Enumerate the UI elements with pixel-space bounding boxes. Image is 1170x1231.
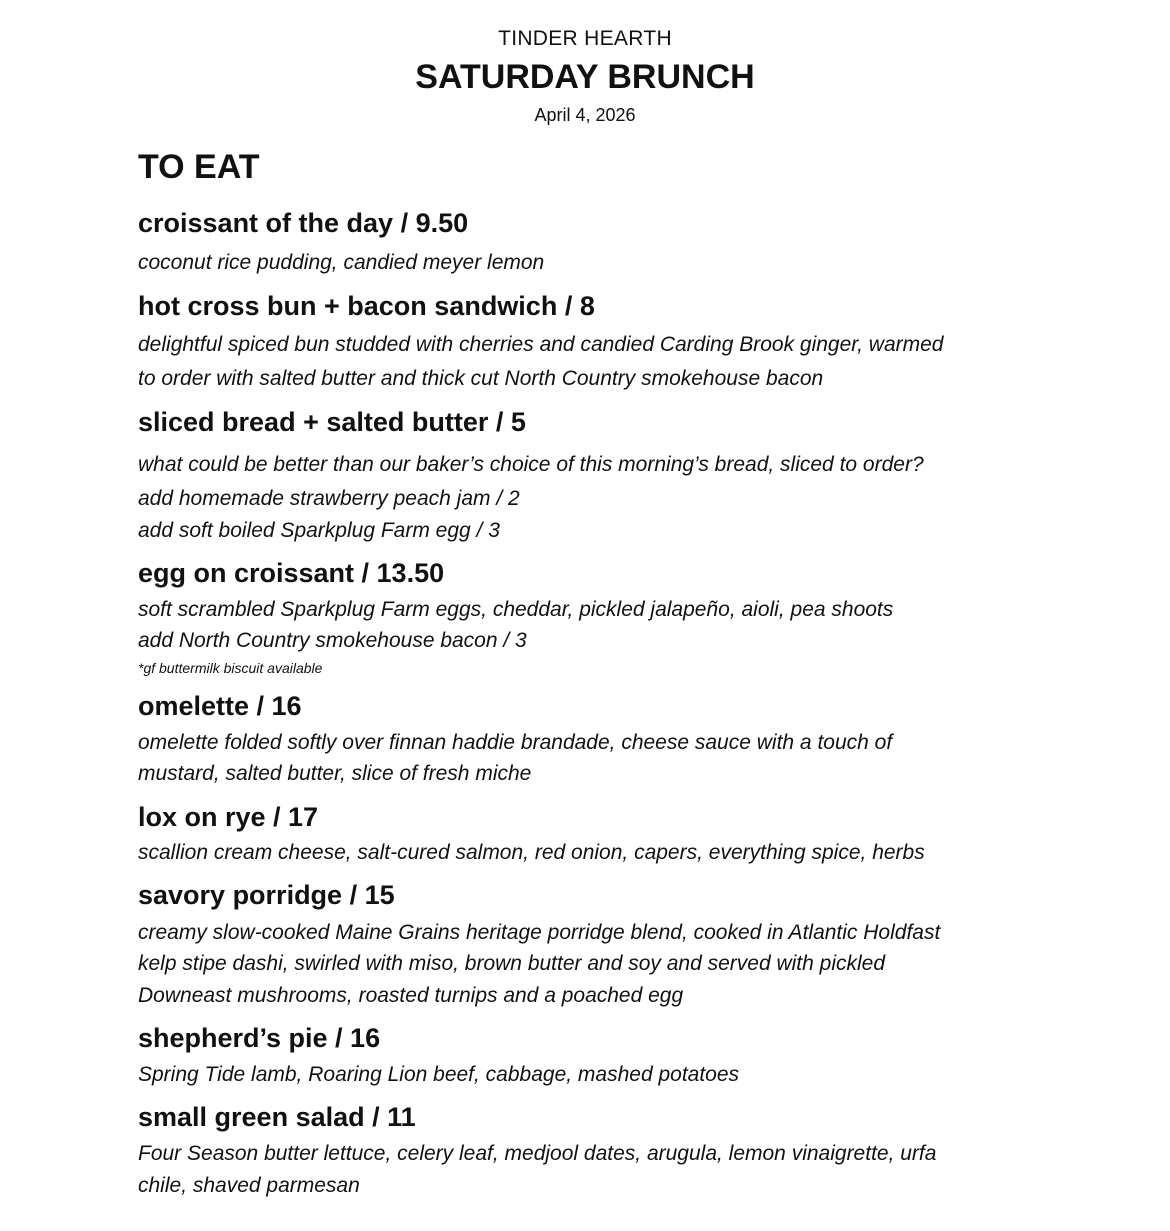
menu-item-title: croissant of the day / 9.50 bbox=[138, 208, 469, 238]
menu-item-description: Spring Tide lamb, Roaring Lion beef, cabbage, mashed potatoes bbox=[138, 1063, 740, 1086]
menu-item-description: omelette folded softly over finnan haddie brandade, cheese sauce with a touch of bbox=[138, 731, 893, 754]
menu-item-description: creamy slow-cooked Maine Grains heritage porridge blend, cooked in Atlantic Holdfast bbox=[138, 921, 941, 944]
menu-item-description: Downeast mushrooms, roasted turnips and a poached egg bbox=[138, 984, 684, 1007]
menu-item-title: egg on croissant / 13.50 bbox=[138, 558, 445, 588]
menu-item-title: savory porridge / 15 bbox=[138, 880, 395, 910]
menu-item-footnote: *gf buttermilk biscuit available bbox=[138, 660, 323, 676]
menu-item-title: omelette / 16 bbox=[138, 691, 302, 721]
menu-item-title: shepherd’s pie / 16 bbox=[138, 1023, 381, 1053]
menu-item-description: coconut rice pudding, candied meyer lemon bbox=[138, 251, 545, 274]
menu-item-description: mustard, salted butter, slice of fresh miche bbox=[138, 762, 532, 785]
menu-item-addon: add soft boiled Sparkplug Farm egg / 3 bbox=[138, 519, 500, 542]
menu-date: April 4, 2026 bbox=[534, 105, 636, 125]
section-heading: TO EAT bbox=[138, 148, 260, 186]
menu-title: SATURDAY BRUNCH bbox=[415, 58, 755, 96]
menu-item-description: Four Season butter lettuce, celery leaf, medjool dates, arugula, lemon vinaigrette, urfa bbox=[138, 1142, 937, 1165]
menu-item-title: small green salad / 11 bbox=[138, 1102, 416, 1132]
menu-item-addon: add North Country smokehouse bacon / 3 bbox=[138, 629, 527, 652]
restaurant-name: TINDER HEARTH bbox=[498, 27, 672, 50]
menu-item-description: to order with salted butter and thick cut North Country smokehouse bacon bbox=[138, 367, 824, 390]
menu-item-description: delightful spiced bun studded with cherries and candied Carding Brook ginger, warmed bbox=[138, 333, 944, 356]
menu-item-description: kelp stipe dashi, swirled with miso, brown butter and soy and served with pickled bbox=[138, 952, 886, 975]
menu-item-description: soft scrambled Sparkplug Farm eggs, cheddar, pickled jalapeño, aioli, pea shoots bbox=[138, 598, 894, 621]
menu-item-title: lox on rye / 17 bbox=[138, 802, 319, 832]
menu-item-description: what could be better than our baker’s choice of this morning’s bread, sliced to order? bbox=[138, 453, 924, 476]
menu-item-title: hot cross bun + bacon sandwich / 8 bbox=[138, 291, 595, 321]
menu-item-description: scallion cream cheese, salt-cured salmon, red onion, capers, everything spice, herbs bbox=[138, 841, 925, 864]
menu-item-title: sliced bread + salted butter / 5 bbox=[138, 407, 526, 437]
menu-item-addon: add homemade strawberry peach jam / 2 bbox=[138, 487, 520, 510]
menu-item-description: chile, shaved parmesan bbox=[138, 1174, 360, 1197]
